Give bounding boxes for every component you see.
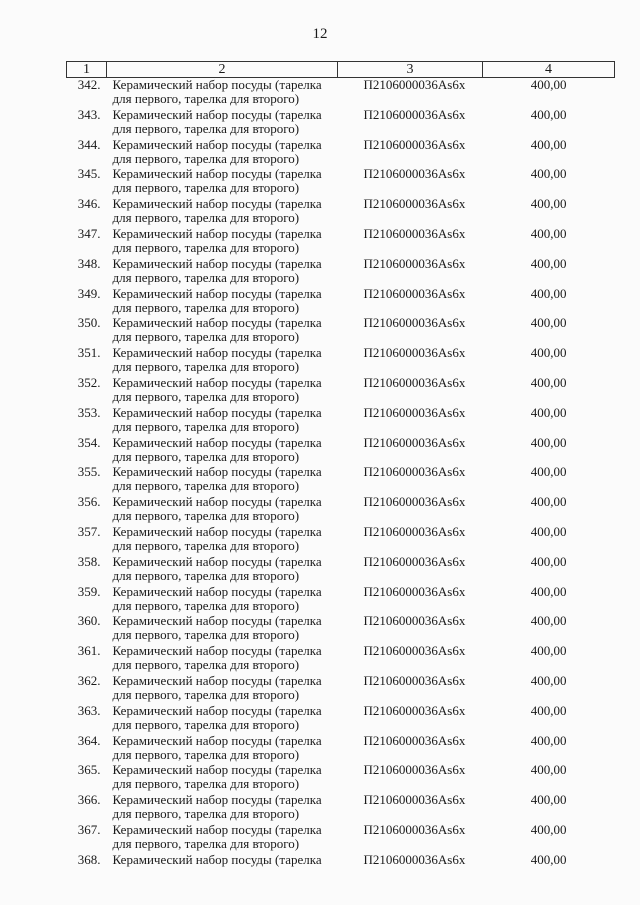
item-code: П2106000036Аs6х — [363, 494, 466, 510]
item-name — [107, 436, 338, 466]
item-code: П2106000036Аs6х — [363, 255, 466, 271]
item-code: П2106000036Аs6х — [363, 762, 466, 778]
row-number: 364. — [77, 732, 101, 748]
item-name-line-1: Керамический набор посуды (тарелка — [112, 732, 322, 748]
item-code: П2106000036Аs6х — [363, 643, 466, 659]
row-number: 367. — [77, 821, 101, 837]
row-number: 352. — [77, 374, 101, 390]
item-price: 400,00 — [530, 851, 567, 867]
item-name-line-2: для первого, тарелка для второго) — [112, 239, 300, 255]
item-price: 400,00 — [530, 643, 567, 659]
table-row — [67, 674, 615, 704]
item-name — [107, 793, 338, 823]
item-code: П2106000036Аs6х — [363, 792, 466, 808]
item-price: 400,00 — [530, 374, 567, 390]
item-name-line-1: Керамический набор посуды (тарелка — [112, 702, 322, 718]
item-code: П2106000036Аs6х — [363, 225, 466, 241]
item-name — [107, 287, 338, 317]
item-name-line-1: Керамический набор посуды (тарелка — [112, 762, 322, 778]
item-price: 400,00 — [530, 255, 567, 271]
item-name-line-1: Керамический набор посуды (тарелка — [112, 821, 322, 837]
header-row — [67, 62, 615, 78]
item-code: П2106000036Аs6х — [363, 345, 466, 361]
table-row — [67, 138, 615, 168]
item-code: П2106000036Аs6х — [363, 553, 466, 569]
item-code: П2106000036Аs6х — [363, 464, 466, 480]
item-name-line-1: Керамический набор посуды (тарелка — [112, 225, 322, 241]
table-row — [67, 644, 615, 674]
column-header-price: 4 — [483, 62, 615, 78]
item-price: 400,00 — [530, 762, 567, 778]
item-name-line-2: для первого, тарелка для второго) — [112, 776, 300, 792]
item-name-line-2: для первого, тарелка для второго) — [112, 150, 300, 166]
row-number: 363. — [77, 702, 101, 718]
table-row — [67, 287, 615, 317]
row-number: 350. — [77, 315, 101, 331]
table-body — [67, 78, 615, 883]
item-name — [107, 108, 338, 138]
item-name-line-1: Керамический набор посуды (тарелка — [112, 374, 322, 390]
item-name-line-1: Керамический набор посуды (тарелка — [112, 285, 322, 301]
item-name-line-1: Керамический набор посуды (тарелка — [112, 523, 322, 539]
row-number: 349. — [77, 285, 101, 301]
item-price: 400,00 — [530, 196, 567, 212]
table-row — [67, 376, 615, 406]
table-row — [67, 585, 615, 615]
row-number: 347. — [77, 225, 101, 241]
item-name — [107, 853, 338, 883]
table-row — [67, 525, 615, 555]
item-name — [107, 585, 338, 615]
item-name — [107, 406, 338, 436]
item-name — [107, 78, 338, 108]
item-name-line-1: Керамический набор посуды (тарелка — [112, 643, 322, 659]
item-price: 400,00 — [530, 434, 567, 450]
item-name-line-2: для первого, тарелка для второго) — [112, 299, 300, 315]
item-name-line-1: Керамический набор посуды (тарелка — [112, 404, 322, 420]
item-name-line-2: для первого, тарелка для второго) — [112, 448, 300, 464]
item-name — [107, 734, 338, 764]
item-price: 400,00 — [530, 464, 567, 480]
table-row — [67, 436, 615, 466]
row-number: 356. — [77, 494, 101, 510]
item-name-line-2: для первого, тарелка для второго) — [112, 508, 300, 524]
table-row — [67, 793, 615, 823]
row-number: 344. — [77, 136, 101, 152]
item-name-line-2: для первого, тарелка для второго) — [112, 806, 300, 822]
item-name — [107, 823, 338, 853]
item-price: 400,00 — [530, 77, 567, 92]
item-name — [107, 257, 338, 287]
row-number: 359. — [77, 583, 101, 599]
row-number: 366. — [77, 792, 101, 808]
row-number: 357. — [77, 523, 101, 539]
row-number: 351. — [77, 345, 101, 361]
item-price: 400,00 — [530, 404, 567, 420]
item-name-line-1: Керамический набор посуды (тарелка — [112, 434, 322, 450]
table-row — [67, 555, 615, 585]
item-name-line-2: для первого, тарелка для второго) — [112, 627, 300, 643]
item-code: П2106000036Аs6х — [363, 404, 466, 420]
item-price: 400,00 — [530, 225, 567, 241]
row-number: 358. — [77, 553, 101, 569]
table-row — [67, 614, 615, 644]
column-header-code: 3 — [338, 62, 483, 78]
row-number: 353. — [77, 404, 101, 420]
item-name-line-1: Керамический набор посуды (тарелка — [112, 106, 322, 122]
table-row — [67, 704, 615, 734]
table-row — [67, 227, 615, 257]
item-code: П2106000036Аs6х — [363, 672, 466, 688]
table-row — [67, 495, 615, 525]
item-code: П2106000036Аs6х — [363, 136, 466, 152]
row-number: 354. — [77, 434, 101, 450]
item-price: 400,00 — [530, 702, 567, 718]
item-name-line-1: Керамический набор посуды (тарелка — [112, 494, 322, 510]
item-name — [107, 704, 338, 734]
item-name-line-2: для первого, тарелка для второго) — [112, 537, 300, 553]
item-name-line-1: Керамический набор посуды (тарелка — [112, 792, 322, 808]
item-name — [107, 465, 338, 495]
item-price: 400,00 — [530, 732, 567, 748]
item-code: П2106000036Аs6х — [363, 77, 466, 92]
table-row — [67, 197, 615, 227]
item-name-line-2: для первого, тарелка для второго) — [112, 180, 300, 196]
item-name-line-2: для первого, тарелка для второго) — [112, 835, 300, 851]
table-row — [67, 853, 615, 883]
item-price: 400,00 — [530, 166, 567, 182]
item-name-line-2: для первого, тарелка для второго) — [112, 716, 300, 732]
item-name-line-1: Керамический набор посуды (тарелка — [112, 672, 322, 688]
item-name-line-1: Керамический набор посуды (тарелка — [112, 255, 322, 271]
inventory-table — [66, 61, 615, 883]
column-header-name: 2 — [107, 62, 338, 78]
item-name-line-1: Керамический набор посуды (тарелка — [112, 464, 322, 480]
item-code: П2106000036Аs6х — [363, 374, 466, 390]
item-code: П2106000036Аs6х — [363, 821, 466, 837]
table-row — [67, 167, 615, 197]
item-name — [107, 763, 338, 793]
table-header — [67, 62, 615, 78]
item-price: 400,00 — [530, 613, 567, 629]
row-number: 361. — [77, 643, 101, 659]
item-price: 400,00 — [530, 821, 567, 837]
item-name-line-2: для первого, тарелка для второго) — [112, 210, 300, 226]
item-name-line-1: Керамический набор посуды (тарелка — [112, 583, 322, 599]
table-row — [67, 763, 615, 793]
column-header-number: 1 — [67, 62, 107, 78]
item-name-line-1: Керамический набор посуды (тарелка — [112, 136, 322, 152]
item-name-line-1: Керамический набор посуды (тарелка — [112, 77, 322, 92]
item-name-line-1: Керамический набор посуды (тарелка — [112, 315, 322, 331]
item-name-line-2: для первого, тарелка для второго) — [112, 746, 300, 762]
item-price: 400,00 — [530, 672, 567, 688]
table-row — [67, 78, 615, 108]
item-name-line-1: Керамический набор посуды (тарелка — [112, 166, 322, 182]
row-number: 368. — [77, 851, 101, 867]
row-number: 343. — [77, 106, 101, 122]
item-name — [107, 138, 338, 168]
row-number: 355. — [77, 464, 101, 480]
item-price: 400,00 — [530, 523, 567, 539]
item-name-line-1: Керамический набор посуды (тарелка — [112, 613, 322, 629]
table-row — [67, 316, 615, 346]
item-name-line-2: для первого, тарелка для второго) — [112, 91, 300, 106]
row-number: 360. — [77, 613, 101, 629]
table-row — [67, 406, 615, 436]
item-name-line-1: Керамический набор посуды (тарелка — [112, 196, 322, 212]
row-number: 362. — [77, 672, 101, 688]
item-name-line-2: для первого, тарелка для второго) — [112, 597, 300, 613]
item-name-line-1: Керамический набор посуды (тарелка — [112, 553, 322, 569]
table-row — [67, 734, 615, 764]
item-name — [107, 614, 338, 644]
table-row — [67, 108, 615, 138]
table-row — [67, 823, 615, 853]
item-name-line-2: для первого, тарелка для второго) — [112, 329, 300, 345]
item-name — [107, 346, 338, 376]
item-name — [107, 316, 338, 346]
item-code: П2106000036Аs6х — [363, 523, 466, 539]
item-name — [107, 644, 338, 674]
item-code: П2106000036Аs6х — [363, 196, 466, 212]
item-price: 400,00 — [530, 345, 567, 361]
item-name-line-2: для первого, тарелка для второго) — [112, 388, 300, 404]
row-number: 345. — [77, 166, 101, 182]
item-code: П2106000036Аs6х — [363, 732, 466, 748]
item-name — [107, 376, 338, 406]
table-row — [67, 346, 615, 376]
item-name-line-2: для первого, тарелка для второго) — [112, 657, 300, 673]
page-number: 12 — [312, 26, 328, 42]
item-name-line-2: для первого, тарелка для второго) — [112, 686, 300, 702]
item-name-line-2: для первого, тарелка для второго) — [112, 418, 300, 434]
item-price: 400,00 — [530, 494, 567, 510]
item-name-line-2: для первого, тарелка для второго) — [112, 567, 300, 583]
item-name-line-2: для первого, тарелка для второго) — [112, 359, 300, 375]
table-row — [67, 465, 615, 495]
item-code: П2106000036Аs6х — [363, 166, 466, 182]
item-name — [107, 674, 338, 704]
item-name-line-1: Керамический набор посуды (тарелка — [112, 345, 322, 361]
item-code: П2106000036Аs6х — [363, 583, 466, 599]
item-code: П2106000036Аs6х — [363, 285, 466, 301]
item-price: 400,00 — [530, 106, 567, 122]
item-code: П2106000036Аs6х — [363, 851, 466, 867]
row-number: 348. — [77, 255, 101, 271]
item-name — [107, 167, 338, 197]
item-price: 400,00 — [530, 136, 567, 152]
item-code: П2106000036Аs6х — [363, 702, 466, 718]
item-name-line-1: Керамический набор посуды (тарелка — [112, 851, 322, 867]
item-name — [107, 525, 338, 555]
item-name-line-2: для первого, тарелка для второго) — [112, 478, 300, 494]
item-code: П2106000036Аs6х — [363, 315, 466, 331]
item-name — [107, 227, 338, 257]
item-price: 400,00 — [530, 583, 567, 599]
item-price: 400,00 — [530, 553, 567, 569]
table-row — [67, 257, 615, 287]
item-name-line-2: для первого, тарелка для второго) — [112, 120, 300, 136]
item-name — [107, 197, 338, 227]
item-name — [107, 495, 338, 525]
item-name — [107, 555, 338, 585]
row-number: 365. — [77, 762, 101, 778]
item-price: 400,00 — [530, 285, 567, 301]
row-number: 342. — [77, 77, 101, 92]
item-code: П2106000036Аs6х — [363, 434, 466, 450]
row-number: 346. — [77, 196, 101, 212]
item-code: П2106000036Аs6х — [363, 106, 466, 122]
item-price: 400,00 — [530, 792, 567, 808]
item-name-line-2: для первого, тарелка для второго) — [112, 269, 300, 285]
item-code: П2106000036Аs6х — [363, 613, 466, 629]
item-price: 400,00 — [530, 315, 567, 331]
